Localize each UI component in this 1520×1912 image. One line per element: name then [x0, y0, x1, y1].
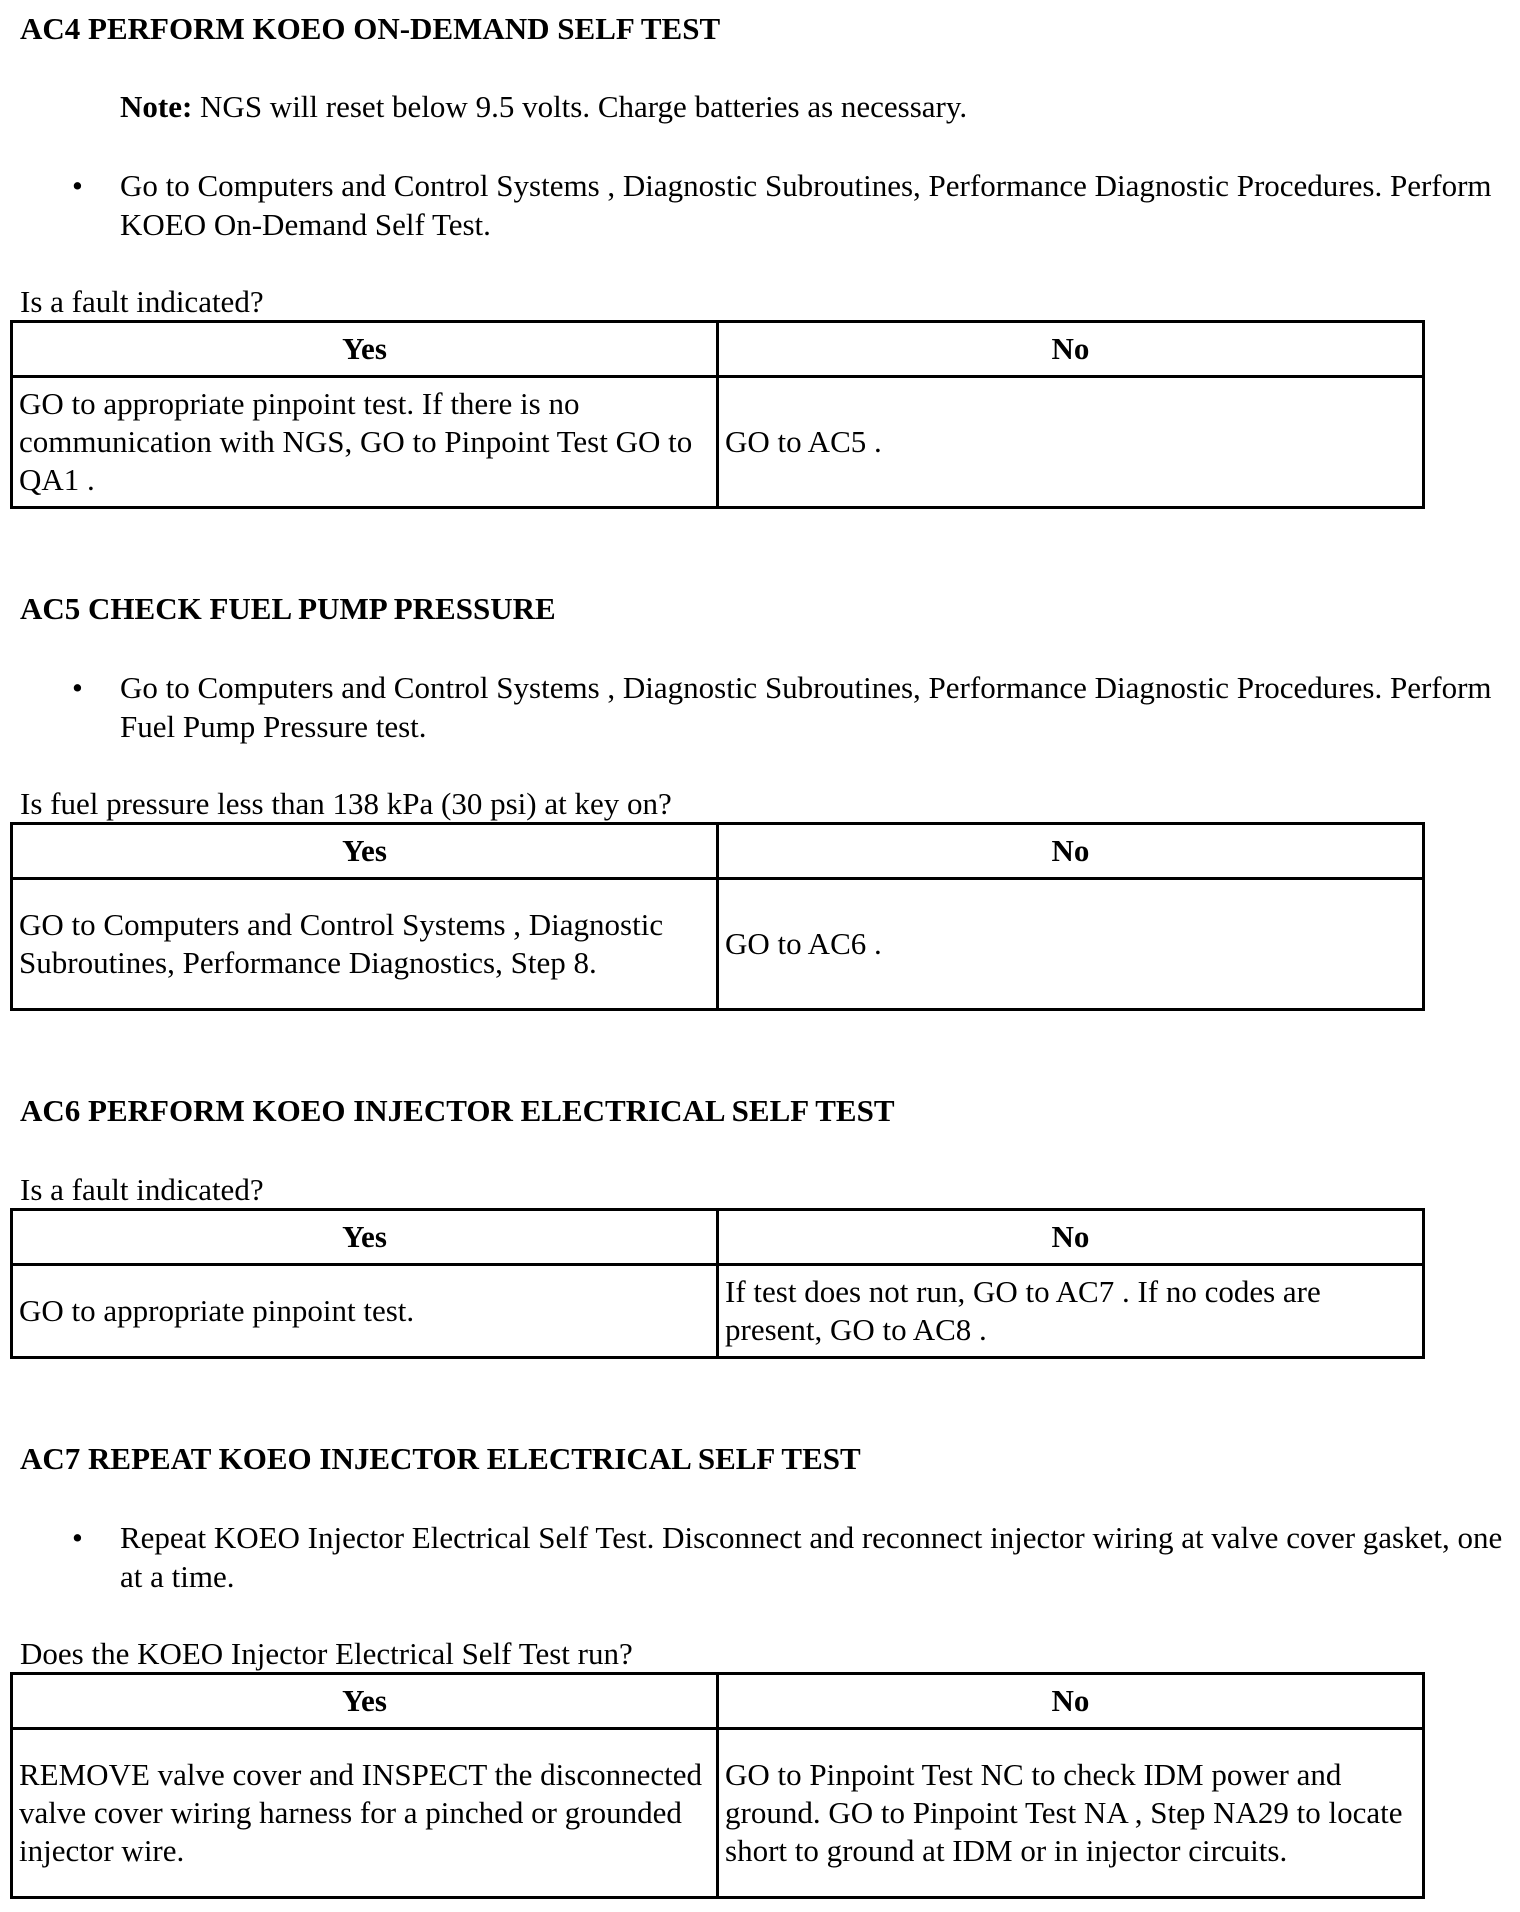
bullet-text-ac5: Go to Computers and Control Systems , Diagnostic Subroutines, Performance Diagnostic Procedures. Perform Fuel Pump Pressure test.	[120, 670, 1492, 744]
bullet-dot-ac7: •	[72, 1520, 83, 1555]
table-row	[12, 1729, 1424, 1898]
decision-table-ac7	[10, 1672, 1425, 1899]
question-ac4: Is a fault indicated?	[20, 284, 264, 319]
table-header-row	[12, 824, 1424, 879]
yes-cell: REMOVE valve cover and INSPECT the disconnected valve cover wiring harness for a pinched or grounded injector wire.	[12, 1729, 718, 1898]
yes-header: Yes	[12, 824, 718, 879]
no-header: No	[718, 824, 1424, 879]
table-row	[12, 377, 1424, 508]
bullet-text-ac4: Go to Computers and Control Systems , Diagnostic Subroutines, Performance Diagnostic Procedures. Perform KOEO On-Demand Self Test.	[120, 168, 1492, 242]
section-heading-ac5: AC5 CHECK FUEL PUMP PRESSURE	[20, 591, 556, 626]
table-row	[12, 1265, 1424, 1358]
decision-table-ac6	[10, 1208, 1425, 1359]
decision-table-ac5	[10, 822, 1425, 1011]
yes-header: Yes	[12, 1674, 718, 1729]
question-ac6: Is a fault indicated?	[20, 1172, 264, 1207]
no-header: No	[718, 1210, 1424, 1265]
no-cell: GO to AC5 .	[718, 377, 1424, 508]
no-cell: GO to AC6 .	[718, 879, 1424, 1010]
no-cell: If test does not run, GO to AC7 . If no codes are present, GO to AC8 .	[718, 1265, 1424, 1358]
no-cell: GO to Pinpoint Test NC to check IDM power and ground. GO to Pinpoint Test NA , Step NA29 to locate short to ground at IDM or in injector circuits.	[718, 1729, 1424, 1898]
table-header-row	[12, 1210, 1424, 1265]
section-heading-ac7: AC7 REPEAT KOEO INJECTOR ELECTRICAL SELF TEST	[20, 1441, 861, 1476]
yes-cell: GO to Computers and Control Systems , Diagnostic Subroutines, Performance Diagnostics, Step 8.	[12, 879, 718, 1010]
note-label: Note:	[120, 89, 193, 124]
decision-table-ac4	[10, 320, 1425, 509]
yes-header: Yes	[12, 322, 718, 377]
no-header: No	[718, 322, 1424, 377]
table-header-row	[12, 322, 1424, 377]
bullet-dot-ac4: •	[72, 168, 83, 203]
question-ac7: Does the KOEO Injector Electrical Self Test run?	[20, 1636, 633, 1671]
no-header: No	[718, 1674, 1424, 1729]
yes-header: Yes	[12, 1210, 718, 1265]
bullet-text-ac7: Repeat KOEO Injector Electrical Self Test. Disconnect and reconnect injector wiring at valve cover gasket, one at a time.	[120, 1520, 1503, 1594]
bullet-dot-ac5: •	[72, 670, 83, 705]
table-row	[12, 879, 1424, 1010]
note-text: NGS will reset below 9.5 volts. Charge batteries as necessary.	[192, 89, 968, 124]
yes-cell: GO to appropriate pinpoint test. If there is no communication with NGS, GO to Pinpoint Test GO to QA1 .	[12, 377, 718, 508]
note-ac4	[120, 88, 967, 126]
table-header-row	[12, 1674, 1424, 1729]
yes-cell: GO to appropriate pinpoint test.	[12, 1265, 718, 1358]
section-heading-ac4: AC4 PERFORM KOEO ON-DEMAND SELF TEST	[20, 11, 721, 46]
question-ac5: Is fuel pressure less than 138 kPa (30 psi) at key on?	[20, 786, 672, 821]
section-heading-ac6: AC6 PERFORM KOEO INJECTOR ELECTRICAL SELF TEST	[20, 1093, 895, 1128]
